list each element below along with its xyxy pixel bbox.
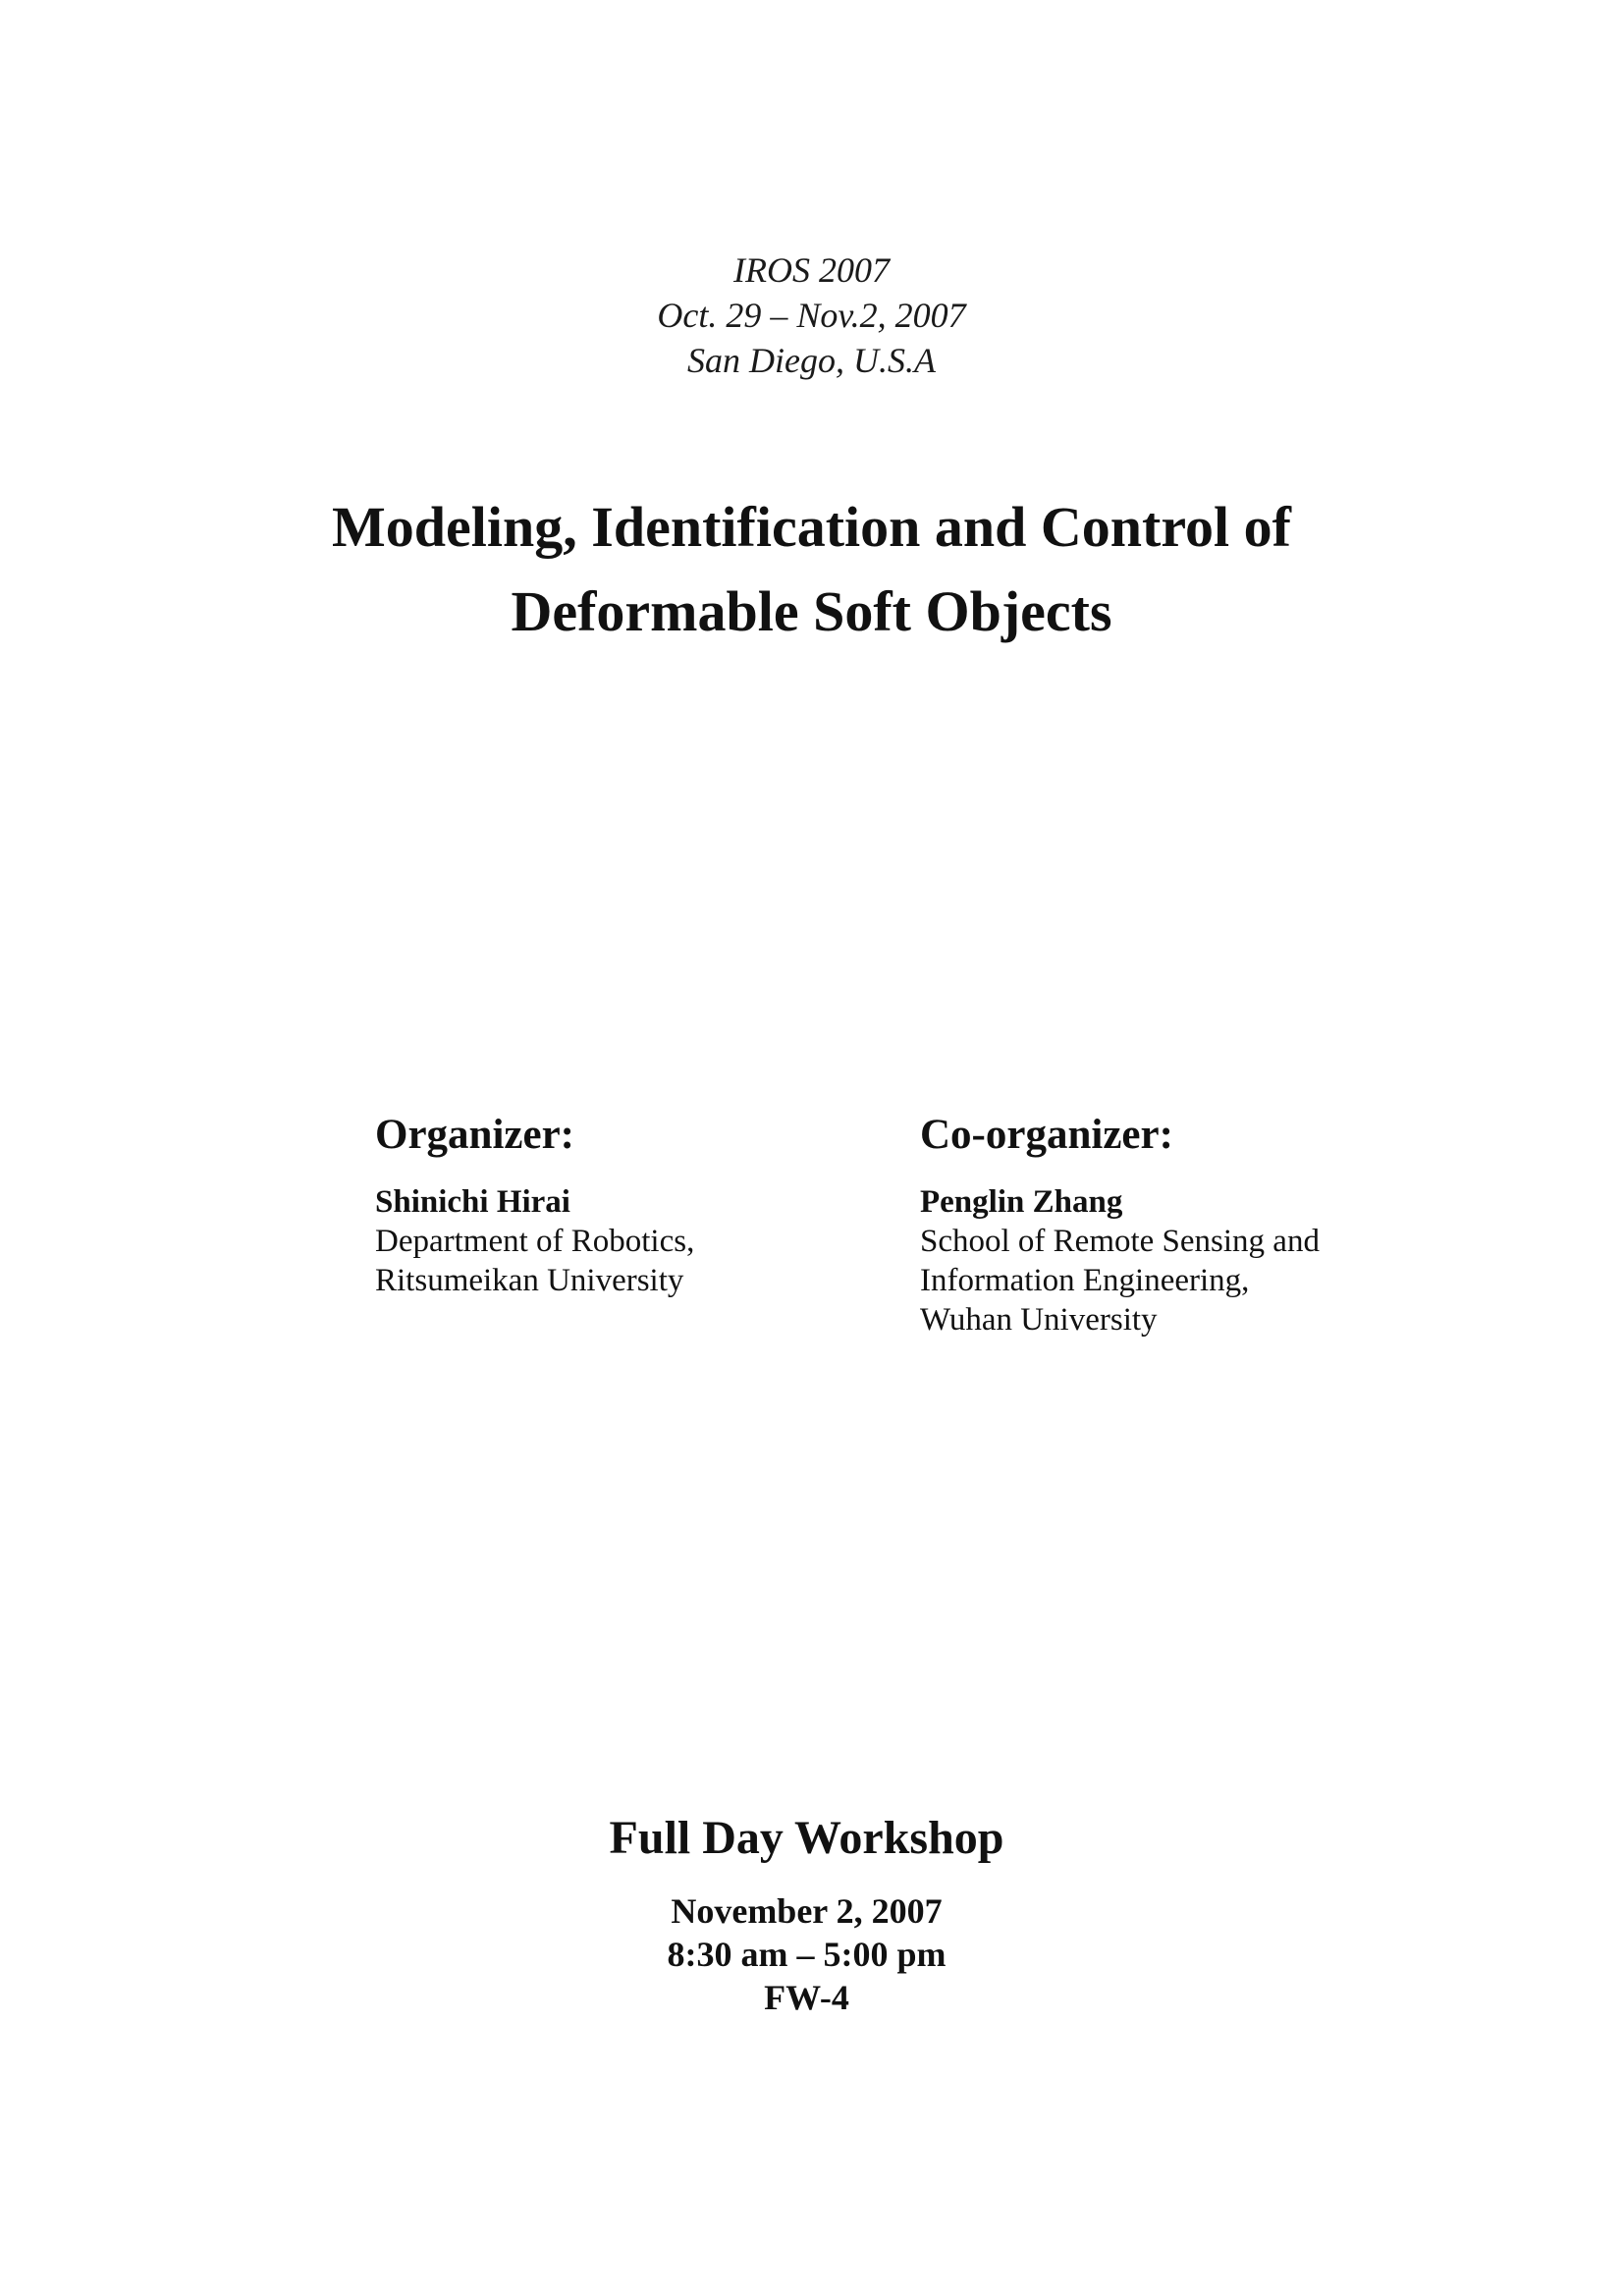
organizer-section bbox=[375, 1110, 925, 1300]
co-organizer-name: Penglin Zhang bbox=[920, 1184, 1123, 1220]
title-line-2: Deformable Soft Objects bbox=[511, 579, 1112, 643]
workshop-title-heading bbox=[0, 485, 1623, 654]
workshop-date: November 2, 2007 bbox=[671, 1891, 943, 1931]
organizer-affiliation-line: Department of Robotics, bbox=[375, 1224, 695, 1259]
co-organizer-affiliation-line: Wuhan University bbox=[920, 1302, 1158, 1338]
title-line-1: Modeling, Identification and Control of bbox=[332, 495, 1291, 559]
conference-dates: Oct. 29 – Nov.2, 2007 bbox=[657, 296, 966, 335]
conference-location: San Diego, U.S.A bbox=[687, 341, 936, 380]
workshop-time: 8:30 am – 5:00 pm bbox=[667, 1935, 947, 1974]
co-organizer-affiliation-line: School of Remote Sensing and bbox=[920, 1224, 1320, 1259]
workshop-info bbox=[0, 1809, 1623, 2019]
organizer-affiliation-line: Ritsumeikan University bbox=[375, 1263, 684, 1298]
co-organizer-affiliation-line: Information Engineering, bbox=[920, 1263, 1250, 1298]
conference-name: IROS 2007 bbox=[733, 250, 890, 290]
organizer-heading: Organizer: bbox=[375, 1112, 574, 1158]
organizer-name: Shinichi Hirai bbox=[375, 1184, 570, 1220]
workshop-code: FW-4 bbox=[764, 1978, 849, 2017]
co-organizer-heading: Co-organizer: bbox=[920, 1112, 1173, 1158]
workshop-details bbox=[0, 1889, 1623, 2019]
workshop-type: Full Day Workshop bbox=[609, 1812, 1004, 1864]
conference-info bbox=[0, 247, 1623, 383]
co-organizer-section bbox=[920, 1110, 1470, 1339]
